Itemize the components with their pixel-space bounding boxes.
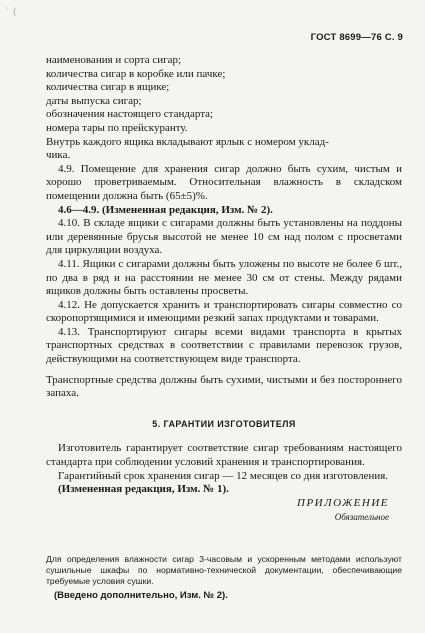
list-item: количества сигар в коробке или пачке; — [46, 67, 226, 80]
appendix-title: ПРИЛОЖЕНИЕ — [297, 497, 389, 509]
paragraph-guarantee: Изготовитель гарантирует соответствие сигар требованиям настоящего стандарта при соблюдении условий хранения и транспортирования. — [46, 442, 402, 469]
list-item: наименования и сорта сигар; — [46, 54, 182, 66]
appendix-block — [297, 497, 389, 522]
paragraph-term: Гарантийный срок хранения сигар — 12 месяцев со дня изготовления. — [58, 469, 389, 482]
list-item: количества сигар в ящике; — [46, 81, 170, 94]
page-content — [46, 54, 402, 497]
section-title: 5. ГАРАНТИИ ИЗГОТОВИТЕЛЯ — [152, 418, 296, 429]
paragraph-4-13: 4.13. Транспортируют сигары всеми видами транспорта в крытых транспортных средствах в соответствии с правилами перевозок грузов, действующими на соответствующем виде транспорта. — [46, 325, 402, 366]
paragraph-4-11: 4.11. Ящики с сигарами должны быть уложены по высоте не более 6 шт., по два в ряд и на расстоянии не менее 30 см от стены. Между рядами ящиков должны быть оставлены просветы. — [46, 257, 402, 298]
paragraph-label-line-2: чика. — [46, 149, 71, 162]
appendix-subtitle: Обязательное — [334, 512, 389, 522]
appendix-amendment-note: (Введено дополнительно, Изм. № 2). — [54, 590, 228, 601]
list-item: даты выпуска сигар; — [46, 94, 142, 107]
page-header: ГОСТ 8699—76 С. 9 — [310, 32, 403, 43]
paragraph-4-10: 4.10. В складе ящики с сигарами должны быть установлены на поддоны или деревянные брусья высотой не менее 10 см над полом с просветами для циркуляции воздуха. — [46, 217, 402, 257]
paragraph-4-9: 4.9. Помещение для хранения сигар должно быть сухим, чистым и хорошо проветриваемым. Относительная влажность в складском помещении должна быть (65±5)%. — [46, 162, 402, 202]
amendment-note-1: (Измененная редакция, Изм. № 1). — [58, 483, 229, 496]
paragraph-transport: Транспортные средства должны быть сухими, чистыми и без постороннего запаха. — [46, 373, 402, 400]
list-item: обозначения настоящего стандарта; — [46, 108, 214, 121]
paragraph-label-line-1: Внутрь каждого ящика вкладывают ярлык с номером уклад- — [46, 135, 329, 148]
appendix-text: Для определения влажности сигар 3-часовым и ускоренным методами используют сушильные шкафы по нормативно-технической документации, обеспечивающие требуемые условия сушки. — [46, 554, 402, 586]
amendment-note-4-6-4-9: 4.6—4.9. (Измененная редакция, Изм. № 2). — [58, 203, 273, 216]
list-item: номера тары по прейскуранту. — [46, 121, 188, 134]
paragraph-4-12: 4.12. Не допускается хранить и транспортировать сигары совместно со скоропортящимися и имеющими резкий запах продуктами и товарами. — [46, 298, 402, 325]
corner-mark: ` ( — [6, 6, 18, 16]
